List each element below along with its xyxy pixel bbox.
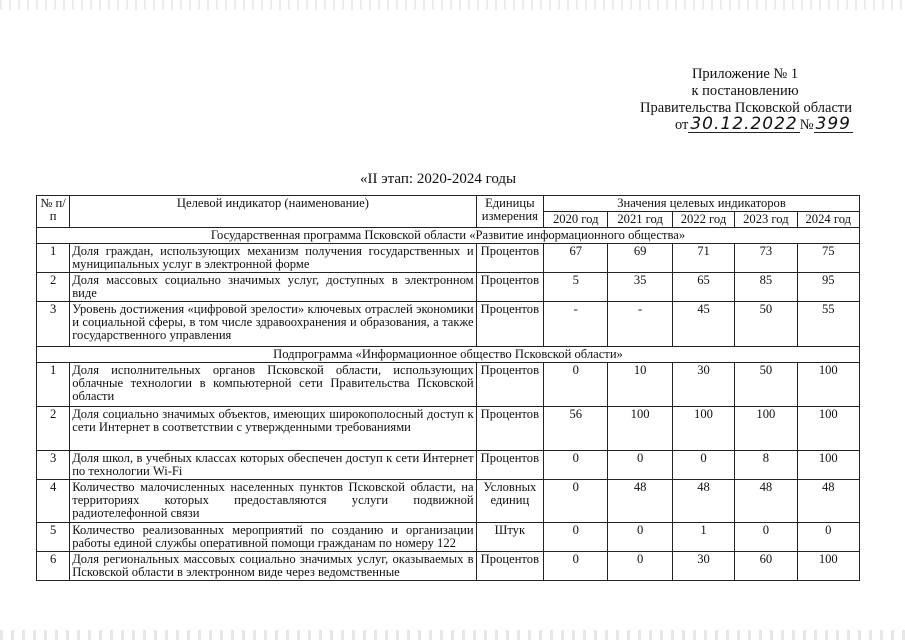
indicator-name: Доля исполнительных органов Псковской области, использующих облачные технологии в компьютерной сети Правительства Псковской области [70,363,476,407]
value-cell: 56 [544,407,608,451]
section-title: Подпрограмма «Информационное общество Псковской области» [37,347,860,363]
value-cell: 67 [544,244,608,273]
value-cell: 100 [797,363,859,407]
value-cell: 100 [797,407,859,451]
header-year: 2022 год [672,212,734,228]
value-cell: 100 [797,552,859,581]
unit-cell: Процентов [476,302,543,347]
header-year: 2023 год [735,212,797,228]
value-cell: 0 [672,451,734,480]
indicator-name: Доля граждан, использующих механизм получения государственных и муниципальных услуг в электронной форме [70,244,476,273]
section-row-subprogram [37,347,860,363]
date-prefix: от [674,117,689,133]
unit-cell: Процентов [476,244,543,273]
row-number: 4 [37,480,70,523]
value-cell: 48 [797,480,859,523]
indicator-name: Доля массовых социально значимых услуг, доступных в электронном виде [70,273,476,302]
table-row [37,552,860,581]
row-number: 5 [37,523,70,552]
value-cell: 8 [735,451,797,480]
row-number: 1 [37,244,70,273]
value-cell: 48 [735,480,797,523]
table-row [37,244,860,273]
unit-cell: Процентов [476,451,543,480]
value-cell: 45 [672,302,734,347]
appendix-line-2: к постановлению [691,83,799,99]
handwritten-date: 30.12.2022 [690,114,798,134]
value-cell: 95 [797,273,859,302]
value-cell: 55 [797,302,859,347]
value-cell: 0 [608,523,672,552]
table-row [37,302,860,347]
value-cell: 48 [672,480,734,523]
value-cell: 75 [797,244,859,273]
table-row [37,451,860,480]
number-prefix: № [799,117,814,133]
table-row [37,523,860,552]
header-indicator: Целевой индикатор (наименование) [70,196,476,228]
unit-cell: Штук [476,523,543,552]
scan-top-edge [0,0,905,10]
value-cell: 10 [608,363,672,407]
unit-cell: Процентов [476,552,543,581]
value-cell: 1 [672,523,734,552]
appendix-line-3: Правительства Псковской области [640,100,852,116]
scan-bottom-edge [0,630,905,640]
indicator-name: Доля региональных массовых социально значимых услуг, оказываемых в Псковской области в электронном виде через ведомственные [70,552,476,581]
value-cell: 50 [735,302,797,347]
value-cell: 0 [735,523,797,552]
value-cell: 50 [735,363,797,407]
value-cell: 0 [544,451,608,480]
decree-date-line [675,116,853,134]
appendix-line-1: Приложение № 1 [691,66,799,82]
section-row-program [37,228,860,244]
value-cell: 0 [608,451,672,480]
value-cell: 48 [608,480,672,523]
value-cell: 71 [672,244,734,273]
unit-cell: Условных единиц [476,480,543,523]
row-number: 3 [37,451,70,480]
row-number: 6 [37,552,70,581]
value-cell: 5 [544,273,608,302]
value-cell: 69 [608,244,672,273]
table-row [37,363,860,407]
header-values-group: Значения целевых индикаторов [544,196,860,212]
value-cell: 0 [544,552,608,581]
value-cell: 100 [608,407,672,451]
value-cell: - [544,302,608,347]
header-number: № п/п [37,196,70,228]
indicator-name: Доля социально значимых объектов, имеющих широкополосный доступ к сети Интернет в соответствии с утвержденными требованиями [70,407,476,451]
value-cell: 0 [608,552,672,581]
value-cell: 30 [672,552,734,581]
value-cell: 0 [544,363,608,407]
header-year: 2021 год [608,212,672,228]
header-year: 2020 год [544,212,608,228]
value-cell: 100 [672,407,734,451]
indicator-name: Количество малочисленных населенных пунктов Псковской области, на территориях которых предоставляются услуги подвижной радиотелефонной связи [70,480,476,523]
value-cell: 0 [544,523,608,552]
unit-cell: Процентов [476,407,543,451]
value-cell: 35 [608,273,672,302]
indicators-table [36,195,860,581]
unit-cell: Процентов [476,273,543,302]
value-cell: - [608,302,672,347]
value-cell: 100 [797,451,859,480]
value-cell: 0 [544,480,608,523]
unit-cell: Процентов [476,363,543,407]
row-number: 2 [37,407,70,451]
value-cell: 0 [797,523,859,552]
value-cell: 60 [735,552,797,581]
value-cell: 85 [735,273,797,302]
value-cell: 65 [672,273,734,302]
table-row [37,273,860,302]
indicator-name: Количество реализованных мероприятий по созданию и организации работы единой службы оперативной помощи гражданам по номеру 122 [70,523,476,552]
table-row [37,480,860,523]
table-row [37,407,860,451]
stage-title: «II этап: 2020-2024 годы [360,171,517,187]
appendix-header [640,66,850,117]
handwritten-number: 399 [815,114,851,134]
value-cell: 30 [672,363,734,407]
indicator-name: Уровень достижения «цифровой зрелости» ключевых отраслей экономики и социальной сферы, в том числе здравоохранения и образования, а также государственного управления [70,302,476,347]
section-title: Государственная программа Псковской области «Развитие информационного общества» [37,228,860,244]
row-number: 3 [37,302,70,347]
row-number: 2 [37,273,70,302]
row-number: 1 [37,363,70,407]
value-cell: 73 [735,244,797,273]
header-unit: Единицы измерения [476,196,543,228]
indicator-name: Доля школ, в учебных классах которых обеспечен доступ к сети Интернет по технологии Wi-Fi [70,451,476,480]
header-year: 2024 год [797,212,859,228]
value-cell: 100 [735,407,797,451]
